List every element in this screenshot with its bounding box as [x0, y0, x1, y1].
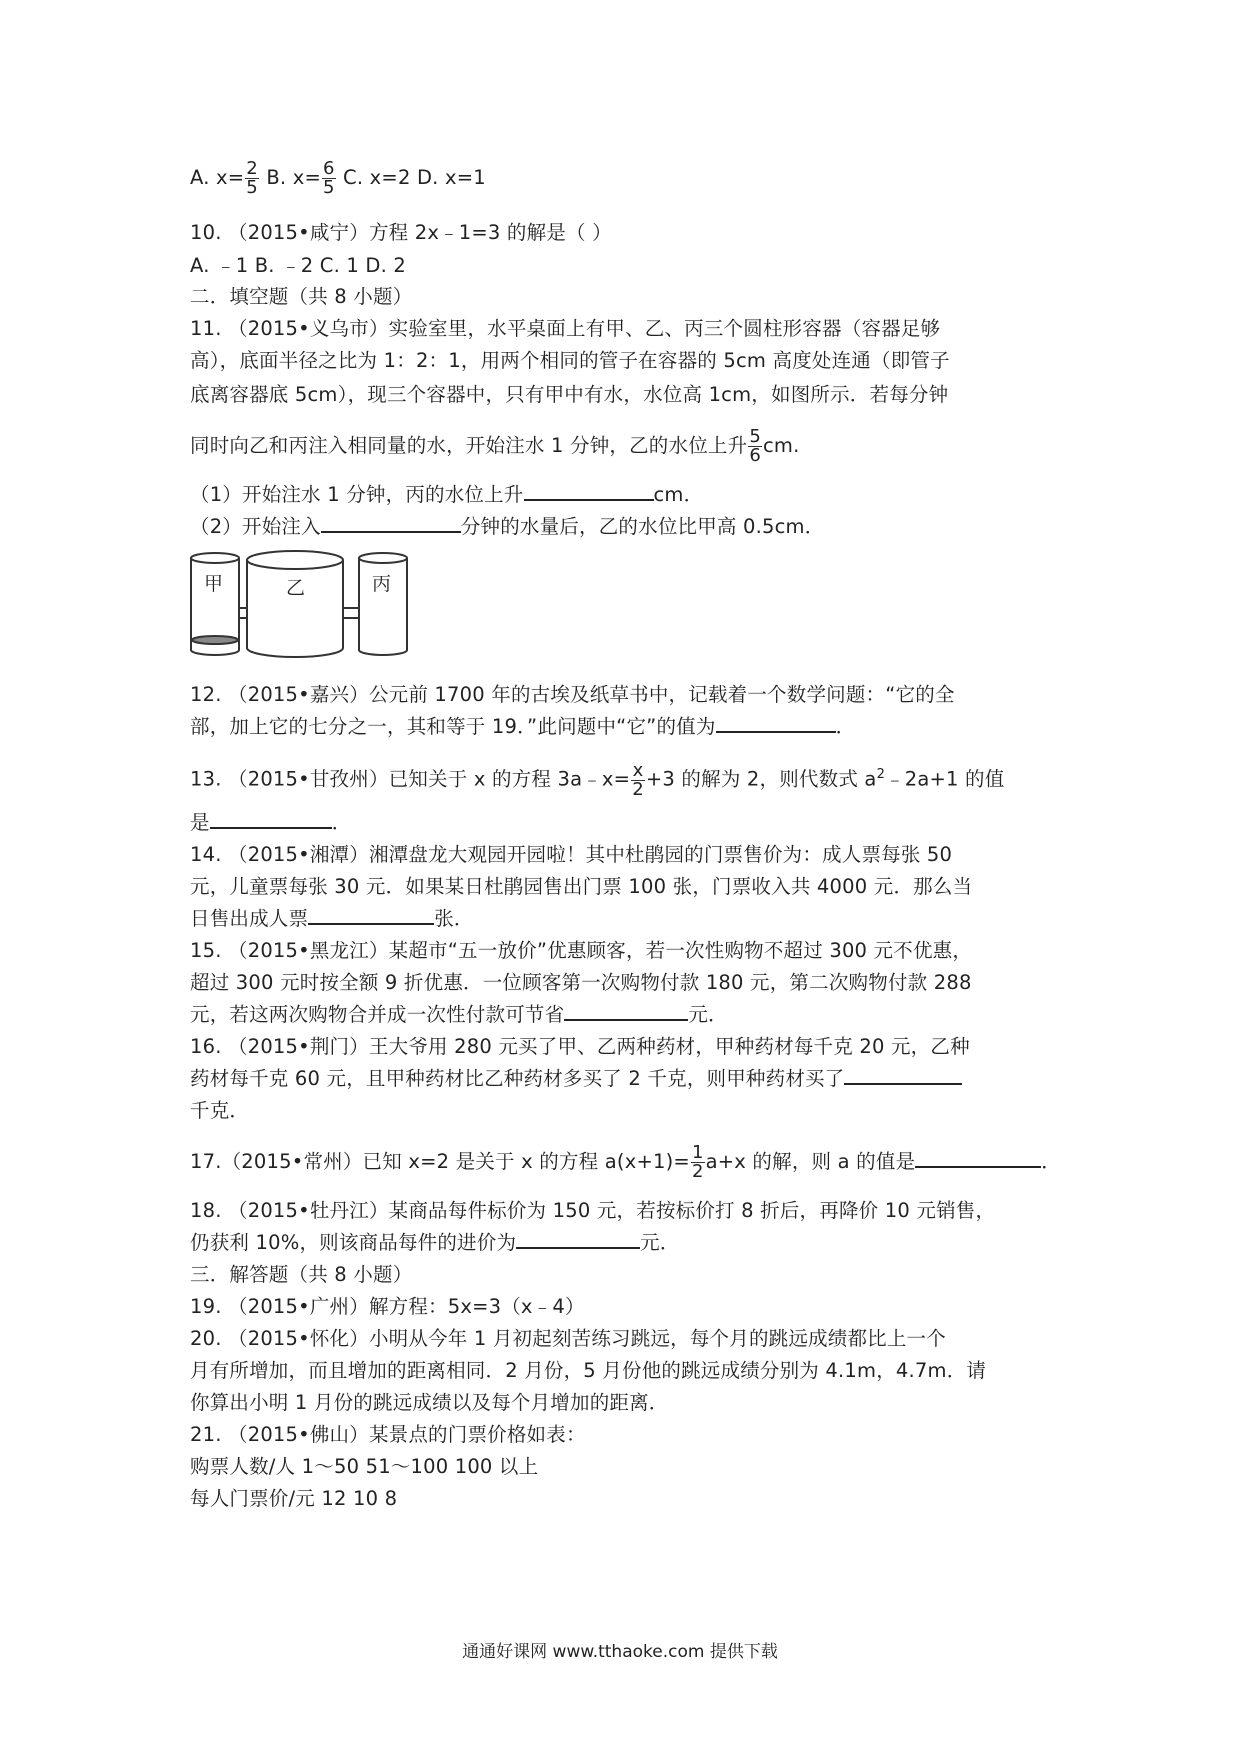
q11-sub-1-unit: cm． — [653, 483, 704, 506]
fraction-numerator: 6 — [323, 158, 335, 179]
q11-cylinders-figure — [188, 548, 413, 663]
q15-line-2: 超过 300 元时按全额 9 折优惠．一位顾客第一次购物付款 180 元，第二次购物付款 288 — [190, 971, 972, 994]
q20-line-2: 月有所增加，而且增加的距离相同．2 月份，5 月份他的跳远成绩分别为 4.1m，4.7m．请 — [190, 1359, 987, 1382]
q19: 19. （2015•广州）解方程：5x=3（x﹣4） — [190, 1295, 585, 1318]
q14-line-3-text: 日售出成人票 — [190, 907, 309, 930]
q18-line-2 — [190, 1228, 680, 1258]
q18-line-2-text: 仍获利 10%，则该商品每件的进价为 — [190, 1231, 517, 1254]
fraction-denominator: 6 — [749, 445, 761, 466]
q9-option-b-label: B. x= — [259, 166, 321, 189]
answer-blank[interactable] — [844, 1065, 962, 1085]
fraction-numerator: 1 — [691, 1142, 704, 1163]
q13-line-1 — [190, 760, 1004, 799]
answer-blank[interactable] — [524, 481, 654, 501]
q17-end: ． — [1041, 1150, 1061, 1173]
q17-text: 17.（2015•常州）已知 x=2 是关于 x 的方程 a(x+1)= — [190, 1150, 690, 1173]
q11-sub-1 — [190, 480, 703, 510]
answer-blank[interactable] — [564, 1001, 688, 1021]
section-3-title: 三．解答题（共 8 小题） — [190, 1263, 413, 1286]
q11-line-3: 底离容器底 5cm），现三个容器中，只有甲中有水，水位高 1cm，如图所示．若每分钟 — [190, 383, 949, 406]
fraction-denominator: 5 — [246, 177, 258, 198]
q11-line-4-unit: cm. — [762, 434, 800, 457]
q21-table-row-2: 每人门票价/元 12 10 8 — [190, 1487, 398, 1510]
q14-line-2: 元，儿童票每张 30 元．如果某日杜鹃园售出门票 100 张，门票收入共 4000 元．那么当 — [190, 875, 973, 898]
fraction-numerator: 2 — [246, 158, 258, 179]
container-label-yi: 乙 — [286, 577, 306, 599]
q12-end: ． — [835, 715, 856, 738]
q17-text-end: a+x 的解，则 a 的值是 — [705, 1150, 916, 1173]
q9-option-cd: C. x=2 D. x=1 — [336, 166, 486, 189]
container-label-jia: 甲 — [204, 573, 224, 595]
q13-line-2 — [190, 808, 351, 838]
q18-line-1: 18. （2015•牡丹江）某商品每件标价为 150 元，若按标价打 8 折后，再降价 10 元销售， — [190, 1199, 996, 1222]
q14-line-1: 14. （2015•湘潭）湘潭盘龙大观园开园啦！其中杜鹃园的门票售价为：成人票每张 50 — [190, 843, 953, 866]
answer-blank[interactable] — [716, 713, 836, 733]
page-footer: 通通好课网 www.tthaoke.com 提供下载 — [462, 1642, 778, 1662]
fraction — [691, 1144, 705, 1181]
answer-blank[interactable] — [210, 809, 332, 829]
q15-line-3 — [190, 1000, 728, 1030]
fraction — [322, 160, 336, 197]
q13-text: 13. （2015•甘孜州）已知关于 x 的方程 3a﹣x= — [190, 767, 631, 791]
q15-line-3-text: 元，若这两次购物合并成一次性付款可节省 — [190, 1003, 565, 1026]
q13-line-2-text: 是 — [190, 811, 210, 834]
section-2-title: 二．填空题（共 8 小题） — [190, 285, 413, 308]
q13-text-end: ﹣2a+1 的值 — [885, 767, 1005, 791]
answer-blank[interactable] — [308, 905, 434, 925]
answer-blank[interactable] — [915, 1148, 1041, 1168]
q11-line-4 — [190, 428, 799, 465]
q11-sub-2-text: （2）开始注入 — [190, 515, 321, 538]
q16-line-1: 16. （2015•荆门）王大爷用 280 元买了甲、乙两种药材，甲种药材每千克 20 元，乙种 — [190, 1035, 970, 1058]
exponent: 2 — [876, 767, 886, 782]
q16-line-3: 千克． — [190, 1099, 250, 1122]
q10-options: A. ﹣1 B. ﹣2 C. 1 D. 2 — [190, 254, 407, 277]
q11-sub-2-text-end: 分钟的水量后，乙的水位比甲高 0.5cm． — [460, 515, 825, 538]
fraction-numerator: x — [632, 759, 644, 781]
fraction — [631, 759, 645, 800]
q15-unit: 元． — [688, 1003, 728, 1026]
q20-line-3: 你算出小明 1 月份的跳远成绩以及每个月增加的距离． — [190, 1391, 669, 1414]
q21-stem: 21. （2015•佛山）某景点的门票价格如表： — [190, 1423, 586, 1446]
q21-table-row-1: 购票人数/人 1～50 51～100 100 以上 — [190, 1455, 539, 1478]
q13-text-mid: +3 的解为 2，则代数式 a — [645, 767, 877, 791]
q11-sub-2 — [190, 512, 824, 542]
container-label-bing: 丙 — [372, 573, 392, 595]
q11-sub-1-text: （1）开始注水 1 分钟，丙的水位上升 — [190, 483, 524, 506]
fraction — [245, 160, 259, 197]
q17-line — [190, 1144, 1061, 1181]
fraction-denominator: 2 — [632, 778, 644, 800]
q9-option-a-label: A. x= — [190, 166, 245, 189]
q11-line-4-text: 同时向乙和丙注入相同量的水，开始注水 1 分钟，乙的水位上升 — [190, 434, 748, 457]
q16-line-2 — [190, 1064, 962, 1094]
answer-blank[interactable] — [321, 513, 461, 533]
fraction-denominator: 2 — [691, 1161, 704, 1182]
q20-line-1: 20. （2015•怀化）小明从今年 1 月初起刻苦练习跳远，每个月的跳远成绩都比上一个 — [190, 1327, 946, 1350]
fraction-denominator: 5 — [323, 177, 335, 198]
fraction — [748, 428, 762, 465]
q14-line-3 — [190, 904, 474, 934]
q11-line-2: 高），底面半径之比为 1：2：1，用两个相同的管子在容器的 5cm 高度处连通（即管子 — [190, 349, 950, 372]
q14-unit: 张． — [434, 907, 474, 930]
q9-options — [190, 160, 486, 197]
q12-line-2 — [190, 712, 855, 742]
q16-line-2-text: 药材每千克 60 元，且甲种药材比乙种药材多买了 2 千克，则甲种药材买了 — [190, 1067, 845, 1090]
q13-end: ． — [331, 811, 352, 834]
q10-stem: 10. （2015•咸宁）方程 2x﹣1=3 的解是（ ） — [190, 221, 612, 244]
q12-line-1: 12. （2015•嘉兴）公元前 1700 年的古埃及纸草书中，记载着一个数学问题：“它的全 — [190, 683, 955, 706]
q11-line-1: 11. （2015•义乌市）实验室里，水平桌面上有甲、乙、丙三个圆柱形容器（容器足够 — [190, 317, 941, 340]
q15-line-1: 15. （2015•黑龙江）某超市“五一放价”优惠顾客，若一次性购物不超过 300 元不优惠， — [190, 939, 973, 962]
answer-blank[interactable] — [516, 1229, 640, 1249]
fraction-numerator: 5 — [749, 426, 761, 447]
q12-line-2-text: 部，加上它的七分之一，其和等于 19．”此问题中“它”的值为 — [190, 715, 716, 738]
q18-unit: 元． — [640, 1231, 680, 1254]
